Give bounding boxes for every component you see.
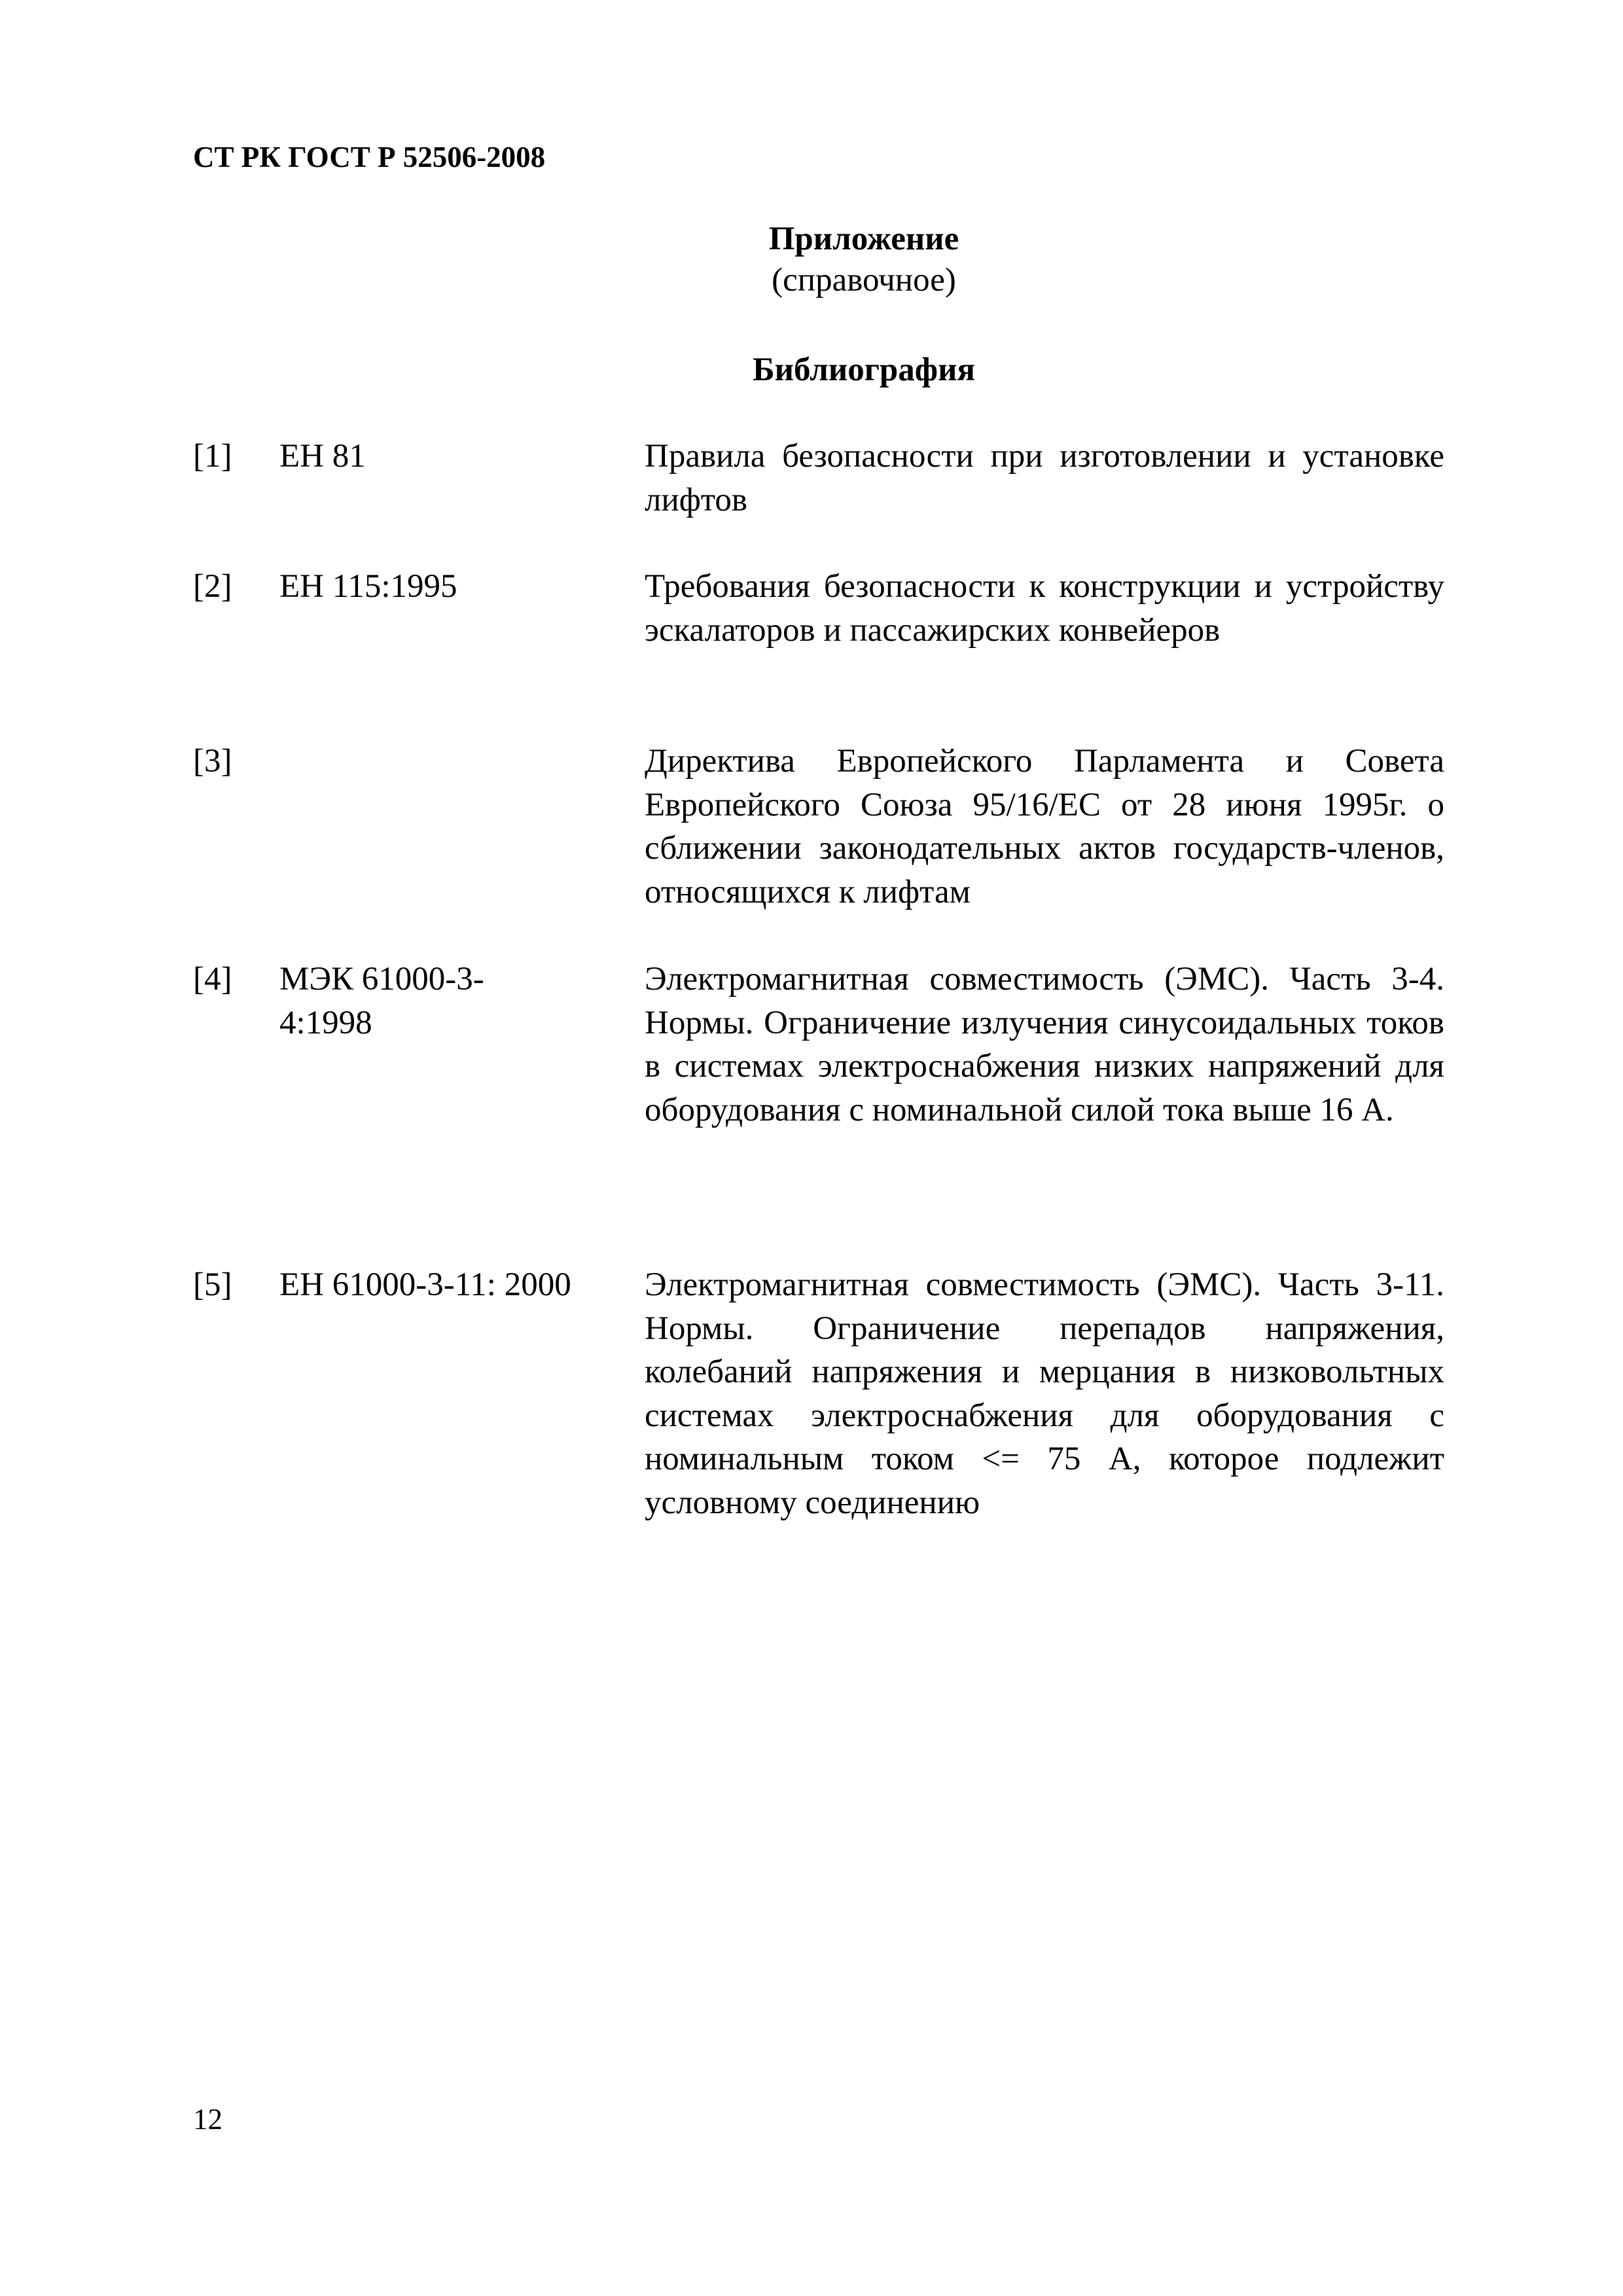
- entry-code: МЭК 61000-3-4:1998: [279, 961, 484, 1041]
- entry-description: Правила безопасности при изготовлении и установке лифтов: [645, 438, 1444, 518]
- entry-description: Электромагнитная совместимость (ЭМС). Часть 3-11. Нормы. Ограничение перепадов напряжения, колебаний напряжения и мерцания в низковольтных системах электроснабжения для оборудования с номинальным током <= 75 А, которое подлежит условному соединению: [645, 1266, 1444, 1521]
- entry-code: ЕН 81: [279, 438, 366, 475]
- entry-number: [5]: [193, 1266, 232, 1303]
- entry-description: Требования безопасности к конструкции и устройству эскалаторов и пассажирских конвейеров: [645, 568, 1444, 649]
- entry-code: ЕН 61000-3-11: 2000: [279, 1266, 571, 1303]
- entry-code: ЕН 115:1995: [279, 568, 457, 605]
- entry-number: [3]: [193, 743, 232, 780]
- entry-number: [2]: [193, 568, 232, 605]
- annex-kind: (справочное): [772, 262, 956, 298]
- entry-description: Электромагнитная совместимость (ЭМС). Часть 3-4. Нормы. Ограничение излучения синусоидальных токов в системах электроснабжения низких напряжений для оборудования с номинальной силой тока выше 16 А.: [645, 961, 1444, 1128]
- bibliography-title: Библиография: [752, 351, 976, 388]
- page-header: СТ РК ГОСТ Р 52506-2008: [193, 141, 546, 173]
- entry-description: Директива Европейского Парламента и Совета Европейского Союза 95/16/ЕС от 28 июня 1995г. о сближении законодательных актов государств-членов, относящихся к лифтам: [645, 743, 1444, 910]
- entry-number: [1]: [193, 438, 232, 475]
- annex-title: Приложение: [768, 221, 959, 257]
- entry-number: [4]: [193, 961, 232, 997]
- page-number: 12: [193, 2103, 223, 2136]
